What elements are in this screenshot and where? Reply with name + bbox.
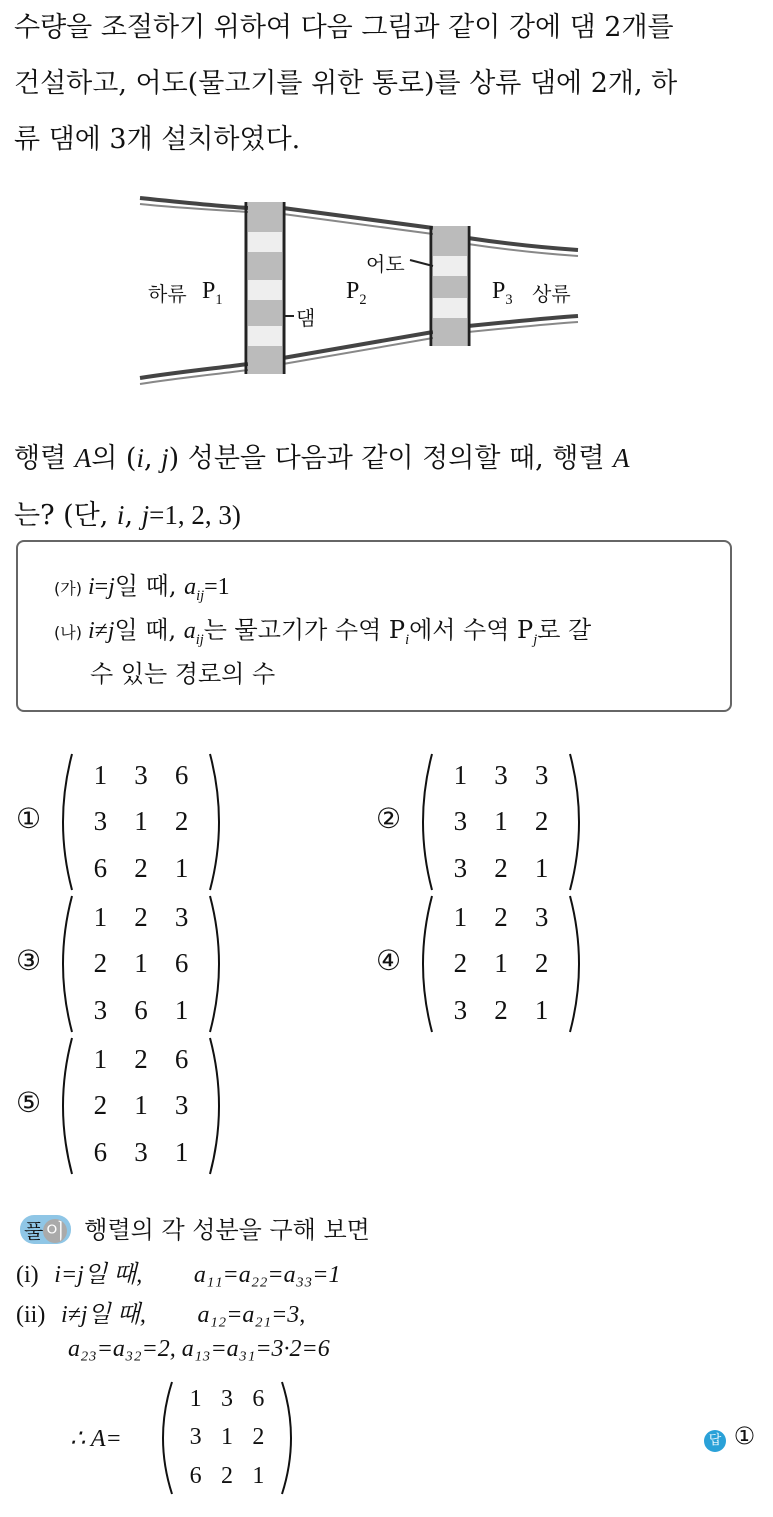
solution-result-matrix — [152, 1380, 302, 1496]
choice-number: ⑤ — [16, 1086, 42, 1119]
choice-matrix — [52, 752, 230, 892]
matrix-cell: 2 — [134, 1043, 148, 1074]
matrix-cell: 6 — [93, 853, 108, 884]
matrix-cell: 6 — [134, 995, 148, 1026]
question-line-2: 는? (단, i, j=1, 2, 3) — [14, 500, 241, 531]
problem-line-2: 건설하고, 어도(물고기를 위한 통로)를 상류 댐에 2개, 하 — [14, 68, 678, 99]
matrix-cell: 2 — [494, 901, 508, 932]
matrix-cell: 2 — [134, 853, 148, 884]
matrix-cell: 2 — [93, 1090, 108, 1121]
matrix-cell: 1 — [252, 1463, 265, 1490]
matrix-cell: 3 — [494, 759, 508, 790]
matrix-cell: 1 — [534, 853, 549, 884]
region-p3: $P_3$ — [492, 278, 513, 308]
condition-box — [16, 540, 732, 712]
solution — [14, 1208, 764, 1508]
matrix-cell: 6 — [174, 759, 189, 790]
matrix-cell: 6 — [252, 1385, 265, 1412]
matrix-cell: 6 — [174, 948, 189, 979]
matrix-cell: 1 — [93, 759, 108, 790]
choice-matrix — [52, 894, 230, 1034]
matrix-cell: 3 — [453, 806, 468, 837]
problem-text — [14, 0, 759, 168]
choice-5[interactable] — [16, 1036, 246, 1176]
choice-number: ① — [16, 802, 42, 835]
matrix-cell: 3 — [134, 1137, 148, 1168]
matrix-cell: 3 — [93, 995, 108, 1026]
matrix-cell: 6 — [93, 1137, 108, 1168]
upstream-label: 상류 — [532, 282, 571, 306]
matrix-cell: 1 — [134, 948, 148, 979]
solution-case-1: (i) i=j일 때, a₁₁=a₂₂=a₃₃=1 — [16, 1262, 341, 1288]
choice-3[interactable] — [16, 894, 246, 1034]
choice-matrix — [412, 752, 590, 892]
matrix-cell: 2 — [93, 948, 108, 979]
matrix-cell: 2 — [453, 948, 468, 979]
matrix-cell: 2 — [534, 806, 549, 837]
matrix-cell: 2 — [134, 901, 148, 932]
solution-therefore: ∴ A= — [70, 1426, 122, 1452]
choice-number: ④ — [376, 944, 402, 977]
condition-ga: (가) i=j일 때, $a_{ij}=1$ — [54, 572, 230, 604]
choice-matrix — [412, 894, 590, 1034]
matrix-cell: 2 — [534, 948, 549, 979]
river-dam-diagram — [138, 186, 638, 408]
downstream-label: 하류 — [148, 282, 187, 306]
matrix-cell: 1 — [220, 1424, 233, 1451]
solution-case-2-eq: a₂₃=a₃₂=2, a₁₃=a₃₁=3·2=6 — [68, 1336, 330, 1362]
matrix-cell: 2 — [494, 853, 508, 884]
matrix-cell: 3 — [174, 1090, 189, 1121]
choice-4[interactable] — [376, 894, 606, 1034]
matrix-cell: 1 — [134, 1090, 148, 1121]
choice-1[interactable] — [16, 752, 246, 892]
choice-2[interactable] — [376, 752, 606, 892]
matrix-cell: 2 — [174, 806, 189, 837]
region-p1: $P_1$ — [202, 278, 223, 308]
matrix-cell: 3 — [453, 853, 468, 884]
matrix-cell: 2 — [252, 1424, 265, 1451]
matrix-cell: 3 — [174, 901, 189, 932]
problem-line-3: 류 댐에 3개 설치하였다. — [14, 124, 301, 155]
matrix-cell: 1 — [534, 995, 549, 1026]
dam-label: 댐 — [296, 306, 316, 330]
matrix-cell: 3 — [534, 901, 549, 932]
choice-number: ② — [376, 802, 402, 835]
question-line-1: 행렬 A의 (i, j) 성분을 다음과 같이 정의할 때, 행렬 A — [14, 443, 630, 474]
condition-na-line2: 수 있는 경로의 수 — [90, 660, 276, 688]
matrix-cell: 1 — [494, 806, 508, 837]
choice-number: ③ — [16, 944, 42, 977]
matrix-cell: 1 — [134, 806, 148, 837]
solution-intro: 풀 이 행렬의 각 성분을 구해 보면 — [20, 1210, 370, 1245]
region-p2: $P_2$ — [346, 278, 367, 308]
matrix-cell: 1 — [93, 901, 108, 932]
matrix-cell: 1 — [453, 901, 468, 932]
solution-answer: 답 ① — [704, 1422, 755, 1452]
problem-line-1: 수량을 조절하기 위하여 다음 그림과 같이 강에 댐 2개를 — [14, 12, 674, 43]
matrix-cell: 1 — [174, 1137, 189, 1168]
matrix-cell: 3 — [220, 1385, 233, 1412]
matrix-cell: 6 — [189, 1463, 202, 1490]
matrix-cell: 1 — [189, 1385, 202, 1412]
matrix-cell: 2 — [220, 1463, 233, 1490]
matrix-cell: 1 — [93, 1043, 108, 1074]
matrix-cell: 3 — [134, 759, 148, 790]
matrix-cell: 1 — [494, 948, 508, 979]
matrix-cell: 6 — [174, 1043, 189, 1074]
matrix-cell: 3 — [534, 759, 549, 790]
matrix-cell: 3 — [189, 1424, 202, 1451]
fishway-label: 어도 — [366, 252, 405, 276]
condition-na: (나) i≠j일 때, $a_{ij}$는 물고기가 수역 $P_i$에서 수역 $P_j$로 갈 — [54, 616, 592, 648]
matrix-cell: 1 — [453, 759, 468, 790]
matrix-cell: 1 — [174, 995, 189, 1026]
matrix-cell: 1 — [174, 853, 189, 884]
question-text — [14, 430, 759, 544]
choice-matrix — [52, 1036, 230, 1176]
matrix-cell: 3 — [453, 995, 468, 1026]
solution-badge: 풀 이 — [20, 1215, 71, 1244]
matrix-cell: 2 — [494, 995, 508, 1026]
matrix-cell: 3 — [93, 806, 108, 837]
solution-case-2: (ii) i≠j일 때, a₁₂=a₂₁=3, — [16, 1302, 306, 1328]
